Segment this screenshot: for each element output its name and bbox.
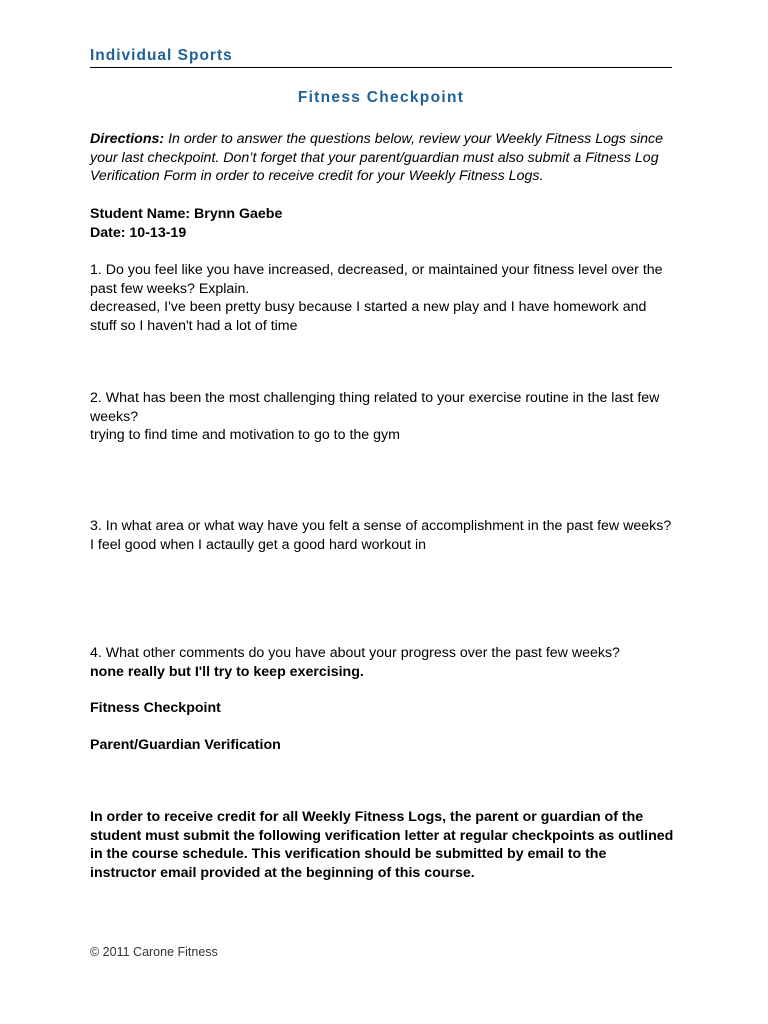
question-text: 4. What other comments do you have about your progress over the past few weeks?: [90, 645, 620, 661]
question-block-2: [90, 389, 674, 445]
date: Date: 10-13-19: [90, 224, 187, 241]
footer-copyright: © 2011 Carone Fitness: [90, 945, 218, 959]
directions-paragraph: [90, 130, 674, 186]
question-text: 3. In what area or what way have you felt a sense of accomplishment in the past few weeks?: [90, 518, 672, 534]
answer-text: none really but I'll try to keep exercising.: [90, 663, 364, 680]
question-text: 2. What has been the most challenging thing related to your exercise routine in the last few weeks?: [90, 390, 660, 425]
directions-text: In order to answer the questions below, review your Weekly Fitness Logs since your last checkpoint. Don’t forget that your parent/guardian must also submit a Fitness Log Verification Form in order to receive credit for your Weekly Fitness Logs.: [90, 131, 664, 184]
verification-title: Parent/Guardian Verification: [90, 737, 281, 753]
header-title: Individual Sports: [90, 47, 233, 64]
question-block-1: [90, 261, 674, 335]
section-title: Fitness Checkpoint: [90, 700, 221, 716]
question-block-3: [90, 517, 674, 554]
page-header: [90, 46, 672, 68]
student-info: [90, 205, 674, 242]
answer-text: trying to find time and motivation to go to the gym: [90, 427, 400, 443]
answer-text: decreased, I've been pretty busy because I started a new play and I have homework and stuff so I haven't had a lot of time: [90, 299, 647, 334]
verification-text: In order to receive credit for all Weekly Fitness Logs, the parent or guardian of the student must submit the following verification letter at regular checkpoints as outlined in the course schedule. This verification should be submitted by email to the instructor email provided at the beginning of this course.: [90, 809, 674, 881]
question-block-4: [90, 644, 674, 681]
answer-text: I feel good when I actaully get a good hard workout in: [90, 536, 426, 553]
student-name: Student Name: Brynn Gaebe: [90, 206, 283, 222]
question-text: 1. Do you feel like you have increased, decreased, or maintained your fitness level over the past few weeks? Explain.: [90, 262, 663, 297]
directions-label: Directions:: [90, 131, 165, 147]
document-title: Fitness Checkpoint: [297, 89, 465, 106]
